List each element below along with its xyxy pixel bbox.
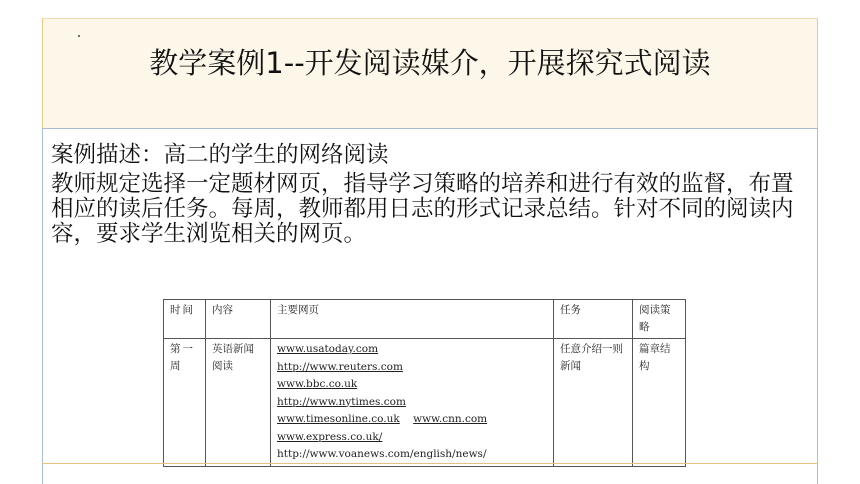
website-link[interactable]: www.express.co.uk/	[277, 430, 383, 443]
case-description-text: 教师规定选择一定题材网页，指导学习策略的培养和进行有效的监督，布置相应的读后任务。每周，教师都用日志的形式记录总结。针对不同的阅读内容，要求学生浏览相关的网页。	[51, 171, 794, 247]
slide-title: 教学案例1--开发阅读媒介，开展探究式阅读	[149, 46, 711, 80]
table-row	[164, 339, 686, 467]
header-websites: 主要网页	[271, 300, 554, 339]
bottom-strip	[42, 464, 818, 484]
website-link[interactable]: http://www.reuters.com	[277, 360, 403, 373]
content-panel	[42, 128, 818, 465]
website-link[interactable]: www.timesonline.co.uk	[277, 413, 400, 425]
title-panel	[42, 18, 818, 129]
website-link[interactable]: http://www.nytimes.com	[277, 395, 406, 408]
reading-plan-table	[163, 299, 686, 467]
header-time: 时间	[164, 300, 206, 339]
cell-strategy: 篇章结构	[633, 339, 686, 467]
case-description-heading: 案例描述：高二的学生的网络阅读	[51, 142, 389, 168]
website-link[interactable]: www.usatoday.com	[277, 343, 379, 355]
cell-time: 第一周	[164, 339, 206, 467]
header-task: 任务	[554, 300, 633, 339]
website-link-pair	[277, 411, 547, 429]
table-header-row	[164, 300, 686, 339]
website-link[interactable]: http://www.voanews.com/english/news/	[277, 448, 487, 460]
website-link[interactable]: www.bbc.co.uk	[277, 378, 358, 390]
header-content: 内容	[206, 300, 271, 339]
cell-websites	[271, 339, 554, 467]
decorative-dot	[78, 35, 80, 37]
cell-task: 任意介绍一则新闻	[554, 339, 633, 467]
website-link[interactable]: www.cnn.com	[413, 413, 488, 425]
cell-content: 英语新闻阅读	[206, 339, 271, 467]
header-strategy: 阅读策略	[633, 300, 686, 339]
